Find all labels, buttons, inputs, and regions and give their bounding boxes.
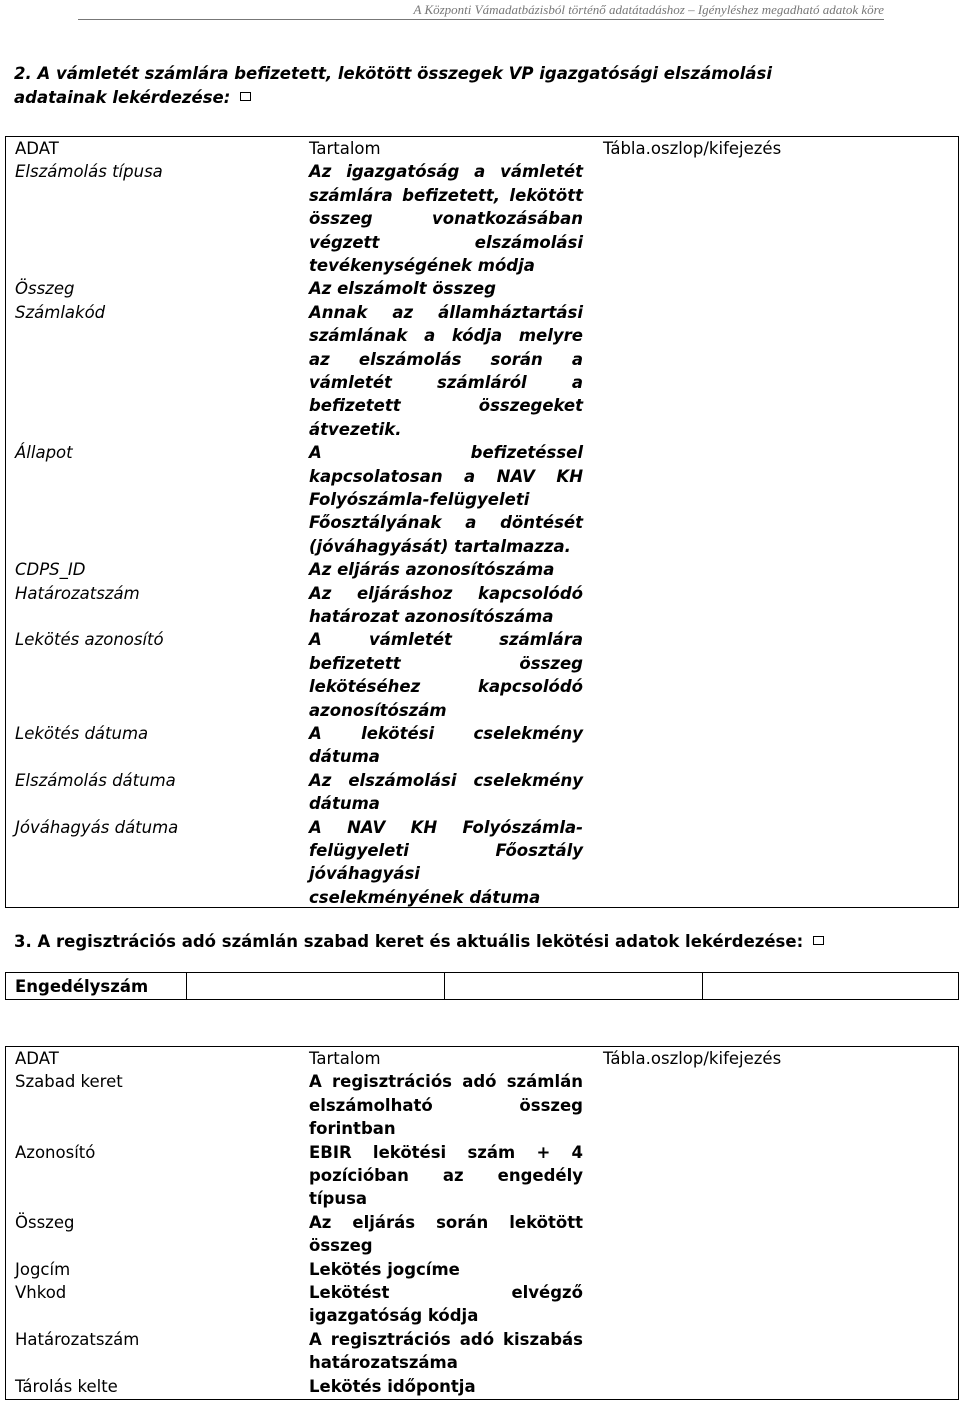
column-header: ADAT (15, 139, 59, 158)
checkbox-icon[interactable] (240, 92, 251, 101)
divider (702, 973, 703, 999)
tartalom-line: összeg vonatkozásában (309, 209, 583, 229)
tartalom-line: Az elszámolási cselekmény (309, 770, 583, 790)
adat-cell: Lekötés azonosító (15, 630, 164, 650)
tartalom-cell (309, 1258, 583, 1281)
tartalom-line: pozícióban az engedély (309, 1166, 583, 1185)
tartalom-line: számlára befizetett, lekötött (309, 185, 583, 205)
engedelyszam-row (5, 972, 959, 1000)
engedelyszam-label: Engedélyszám (15, 977, 149, 996)
tartalom-cell (309, 1211, 583, 1258)
section-3-table (5, 1046, 959, 1400)
section-2-title (14, 62, 772, 110)
tartalom-line: Az elszámolt összeg (309, 279, 496, 299)
tartalom-line: Lekötést elvégző (309, 1283, 583, 1302)
tartalom-line: (jóváhagyását) tartalmazza. (309, 536, 571, 556)
tartalom-line: Az igazgatóság a vámletét (309, 162, 583, 182)
tartalom-line: vámletét számláról a (309, 373, 583, 393)
tartalom-line: A vámletét számlára (309, 630, 583, 650)
adat-cell: CDPS_ID (15, 560, 86, 580)
tartalom-cell (309, 441, 583, 558)
adat-cell: Elszámolás típusa (15, 162, 163, 182)
tartalom-cell (309, 628, 583, 722)
tartalom-line: Az eljárás során lekötött (309, 1212, 583, 1232)
tartalom-cell (309, 1281, 583, 1328)
tartalom-line: végzett elszámolási (309, 232, 583, 252)
adat-cell: Állapot (15, 443, 73, 463)
section-3-title-text: 3. A regisztrációs adó számlán szabad keret és aktuális lekötési adatok lekérdezése: (14, 932, 804, 951)
adat-cell: Lekötés dátuma (15, 724, 149, 743)
tartalom-line: cselekményének dátuma (309, 887, 541, 907)
running-header: A Központi Vámadatbázisból történő adatátadáshoz – Igényléshez megadható adatok köre (78, 2, 884, 20)
tartalom-cell (309, 1070, 583, 1140)
tartalom-line: befizetett összegeket (309, 396, 583, 416)
adat-cell: Jogcím (15, 1259, 71, 1279)
tartalom-line: határozatszáma (309, 1353, 458, 1373)
checkbox-icon[interactable] (813, 936, 824, 945)
adat-cell: Összeg (15, 279, 75, 299)
tartalom-line: dátuma (309, 794, 380, 814)
section-2-table (5, 136, 959, 908)
adat-cell: Határozatszám (15, 1329, 140, 1349)
tartalom-cell (309, 1141, 583, 1211)
tartalom-line: A lekötési cselekmény (309, 724, 583, 743)
tartalom-line: összeg (309, 1236, 373, 1256)
adat-cell: Azonosító (15, 1142, 96, 1162)
tartalom-line: A NAV KH Folyószámla- (309, 817, 583, 837)
tartalom-line: A regisztrációs adó számlán (309, 1072, 583, 1092)
adat-cell: Vhkod (15, 1283, 67, 1302)
tartalom-cell (309, 1375, 583, 1398)
tartalom-line: számlának a kódja melyre (309, 326, 583, 346)
tartalom-line: Lekötés időpontja (309, 1376, 476, 1396)
tartalom-line: A regisztrációs adó kiszabás (309, 1329, 583, 1349)
column-header: Tábla.oszlop/kifejezés (603, 139, 782, 158)
tartalom-cell (309, 582, 583, 629)
tartalom-cell (309, 1328, 583, 1375)
tartalom-line: átvezetik. (309, 419, 402, 439)
tartalom-line: felügyeleti Főosztály (309, 841, 583, 860)
adat-cell: Szabad keret (15, 1072, 123, 1092)
column-header: Tartalom (309, 1049, 381, 1068)
section-2-title-line2: adatainak lekérdezése: (14, 88, 231, 107)
tartalom-line: befizetett összeg (309, 653, 583, 673)
tartalom-line: tevékenységének módja (309, 256, 535, 276)
adat-cell: Elszámolás dátuma (15, 770, 176, 790)
tartalom-line: azonosítószám (309, 700, 447, 720)
adat-cell: Tárolás kelte (15, 1376, 118, 1396)
tartalom-line: dátuma (309, 747, 380, 767)
column-header: ADAT (15, 1049, 59, 1068)
tartalom-line: Lekötés jogcíme (309, 1259, 460, 1279)
tartalom-cell (309, 558, 583, 581)
tartalom-line: A befizetéssel (309, 443, 583, 463)
tartalom-line: típusa (309, 1189, 368, 1209)
divider (444, 973, 445, 999)
tartalom-line: Az eljárás azonosítószáma (309, 560, 555, 580)
section-2-title-line1: 2. A vámletét számlára befizetett, lekötött összegek VP igazgatósági elszámolási (14, 64, 773, 83)
tartalom-line: Főosztályának a döntését (309, 513, 583, 533)
adat-cell: Határozatszám (15, 583, 140, 603)
column-header: Tartalom (309, 139, 381, 158)
tartalom-line: Folyószámla-felügyeleti (309, 490, 530, 509)
tartalom-cell (309, 722, 583, 769)
tartalom-cell (309, 769, 583, 816)
tartalom-line: elszámolható összeg (309, 1095, 583, 1115)
tartalom-cell (309, 277, 583, 300)
tartalom-line: Annak az államháztartási (309, 302, 583, 322)
tartalom-line: jóváhagyási (309, 864, 420, 884)
tartalom-line: határozat azonosítószáma (309, 607, 554, 626)
tartalom-line: igazgatóság kódja (309, 1306, 479, 1326)
tartalom-line: kapcsolatosan a NAV KH (309, 466, 583, 486)
adat-cell: Összeg (15, 1212, 75, 1232)
column-header: Tábla.oszlop/kifejezés (603, 1049, 782, 1068)
tartalom-line: EBIR lekötési szám + 4 (309, 1142, 583, 1162)
divider (186, 973, 187, 999)
tartalom-line: Az eljáráshoz kapcsolódó (309, 583, 583, 603)
tartalom-line: lekötéséhez kapcsolódó (309, 677, 583, 697)
tartalom-cell (309, 160, 583, 277)
section-3-title (14, 930, 824, 954)
tartalom-line: forintban (309, 1119, 396, 1139)
adat-cell: Számlakód (15, 302, 106, 322)
tartalom-cell (309, 816, 583, 910)
tartalom-cell (309, 301, 583, 441)
tartalom-line: az elszámolás során a (309, 349, 583, 369)
adat-cell: Jóváhagyás dátuma (15, 817, 179, 837)
